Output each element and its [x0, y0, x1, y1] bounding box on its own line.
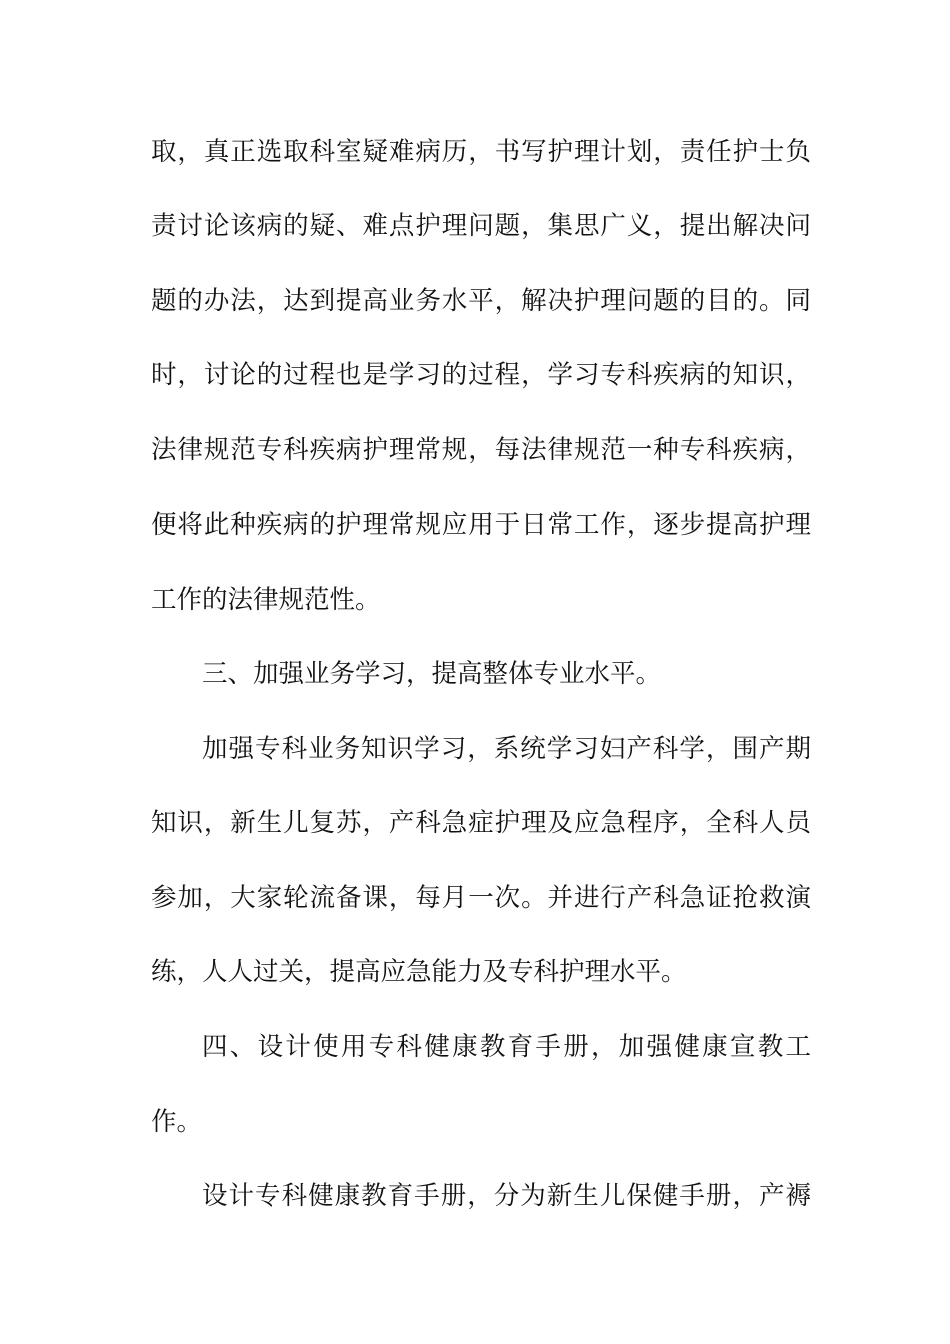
paragraph-first-line: 设计专科健康教育手册，分为新生儿保健手册，产褥 — [202, 1181, 811, 1211]
body-text-line: 法律规范专科疾病护理常规，每法律规范一种专科疾病， — [151, 435, 811, 465]
section-heading-3: 三、加强业务学习，提高整体专业水平。 — [202, 659, 662, 689]
body-text-line: 便将此种疾病的护理常规应用于日常工作，逐步提高护理 — [151, 510, 811, 540]
body-text-line: 时，讨论的过程也是学习的过程，学习专科疾病的知识， — [151, 360, 811, 390]
paragraph-end-line: 工作的法律规范性。 — [151, 585, 381, 615]
paragraph-end-line: 练，人人过关，提高应急能力及专科护理水平。 — [151, 957, 687, 987]
body-text-line: 题的办法，达到提高业务水平，解决护理问题的目的。同 — [151, 286, 811, 316]
body-text-line: 知识，新生儿复苏，产科急症护理及应急程序，全科人员 — [151, 808, 811, 838]
section-heading-4: 四、设计使用专科健康教育手册，加强健康宣教工 — [202, 1032, 811, 1062]
paragraph-first-line: 加强专科业务知识学习，系统学习妇产科学，围产期 — [202, 734, 811, 764]
body-text-line: 取，真正选取科室疑难病历，书写护理计划，责任护士负 — [151, 137, 811, 167]
section-heading-4-continuation: 作。 — [151, 1107, 203, 1137]
body-text-line: 参加，大家轮流备课，每月一次。并进行产科急证抢救演 — [151, 883, 811, 913]
body-text-line: 责讨论该病的疑、难点护理问题，集思广义，提出解决问 — [151, 211, 811, 241]
